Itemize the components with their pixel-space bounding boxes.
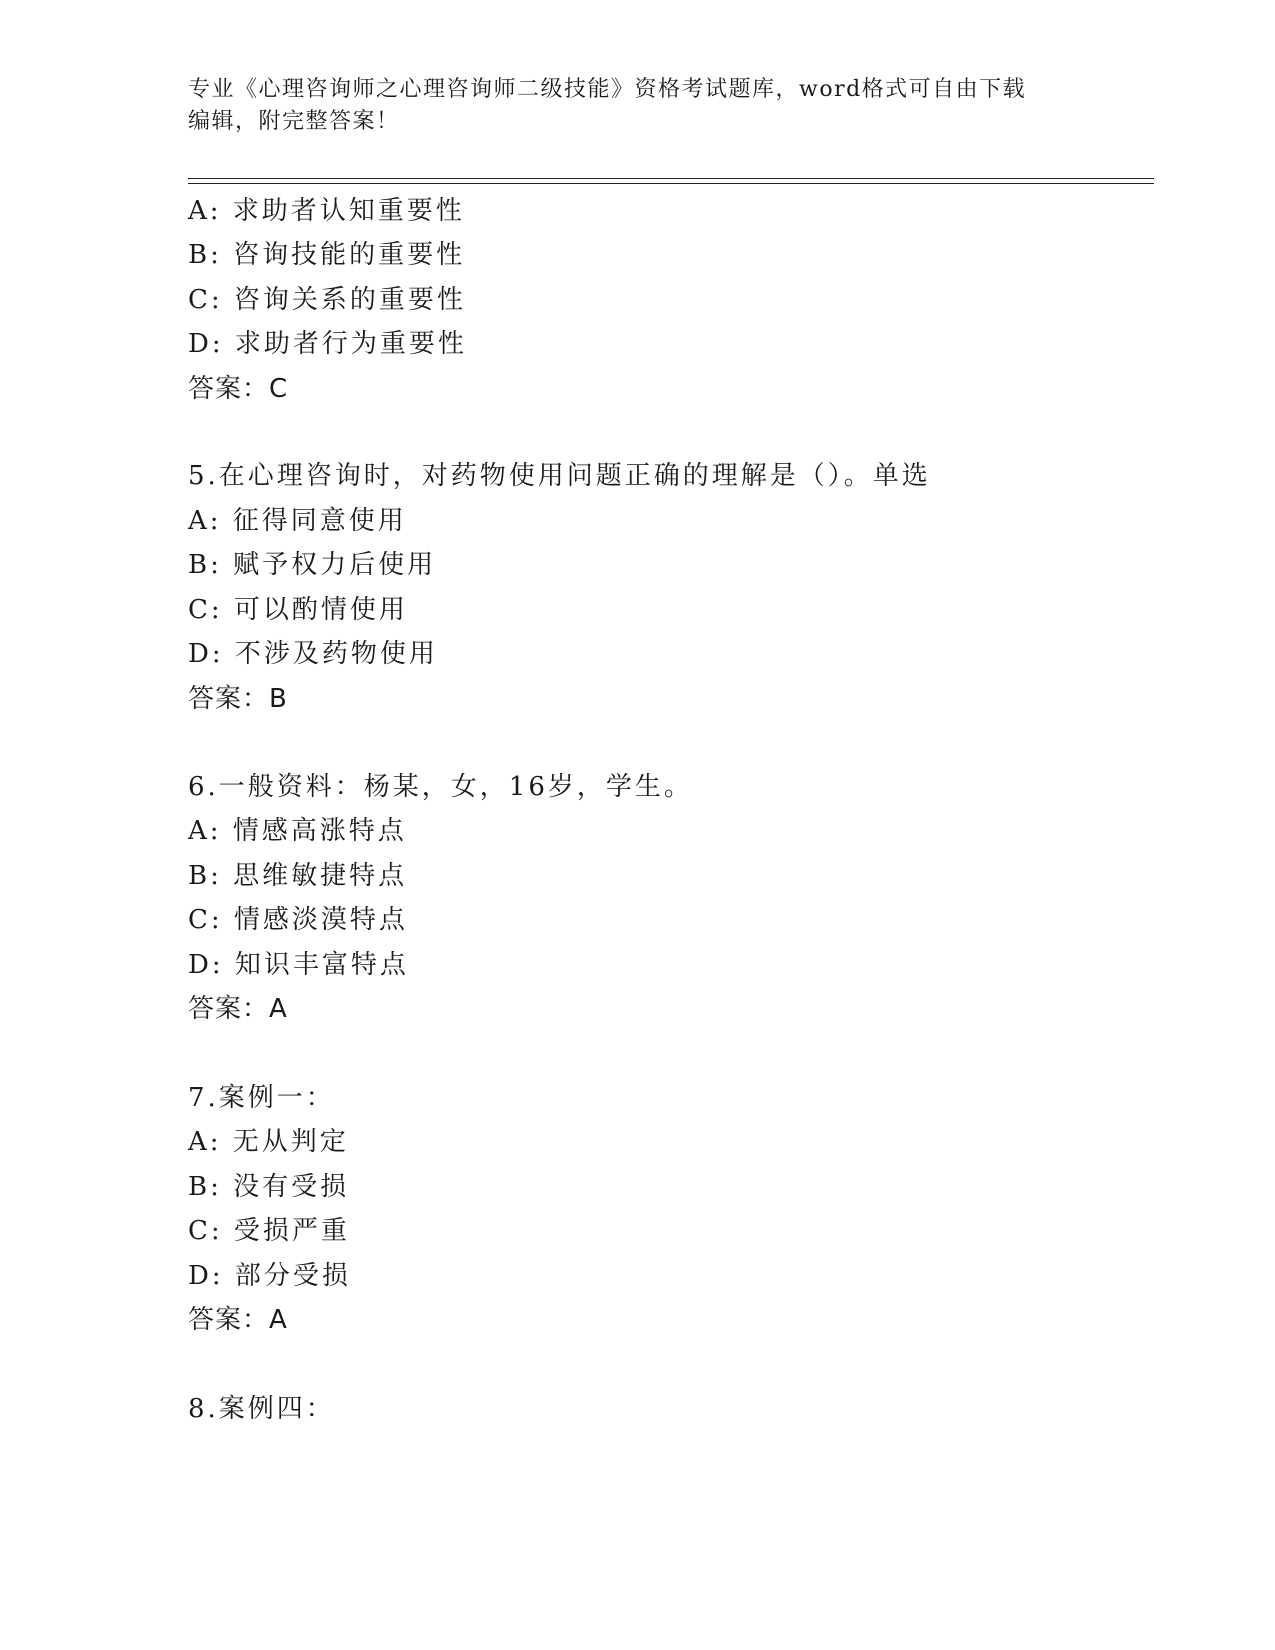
q7-option-a: A: 无从判定 <box>188 1127 349 1157</box>
q6-option-c: C: 情感淡漠特点 <box>188 905 408 935</box>
q4-option-d: D: 求助者行为重要性 <box>188 329 467 359</box>
q7-option-d: D: 部分受损 <box>188 1261 351 1291</box>
document-header <box>188 74 1068 138</box>
q6-question: 6.一般资料：杨某，女，16岁，学生。 <box>188 772 693 802</box>
q7-question: 7.案例一： <box>188 1083 335 1113</box>
q6-option-b: B: 思维敏捷特点 <box>188 861 408 891</box>
q4-option-a: A: 求助者认知重要性 <box>188 196 465 226</box>
q5-option-b: B: 赋予权力后使用 <box>188 550 437 580</box>
header-line-2: 编辑，附完整答案！ <box>188 109 400 134</box>
header-divider-top <box>188 178 1154 179</box>
header-line-1: 专业《心理咨询师之心理咨询师二级技能》资格考试题库，word格式可自由下载 <box>188 77 1027 102</box>
q8-question: 8.案例四： <box>188 1394 335 1424</box>
q5-option-a: A: 征得同意使用 <box>188 506 407 536</box>
q5-option-d: D: 不涉及药物使用 <box>188 639 438 669</box>
q4-option-c: C: 咨询关系的重要性 <box>188 285 466 315</box>
q4-option-b: B: 咨询技能的重要性 <box>188 240 466 270</box>
q7-option-c: C: 受损严重 <box>188 1216 350 1246</box>
q6-answer: 答案：A <box>188 994 288 1024</box>
q6-option-d: D: 知识丰富特点 <box>188 950 409 980</box>
q5-answer: 答案：B <box>188 684 288 714</box>
q4-answer: 答案：C <box>188 374 289 404</box>
header-divider-bottom <box>188 183 1154 184</box>
q7-answer: 答案：A <box>188 1305 288 1335</box>
q5-option-c: C: 可以酌情使用 <box>188 595 408 625</box>
q5-question: 5.在心理咨询时，对药物使用问题正确的理解是（）。单选 <box>188 461 931 491</box>
q6-option-a: A: 情感高涨特点 <box>188 816 407 846</box>
q7-option-b: B: 没有受损 <box>188 1172 350 1202</box>
